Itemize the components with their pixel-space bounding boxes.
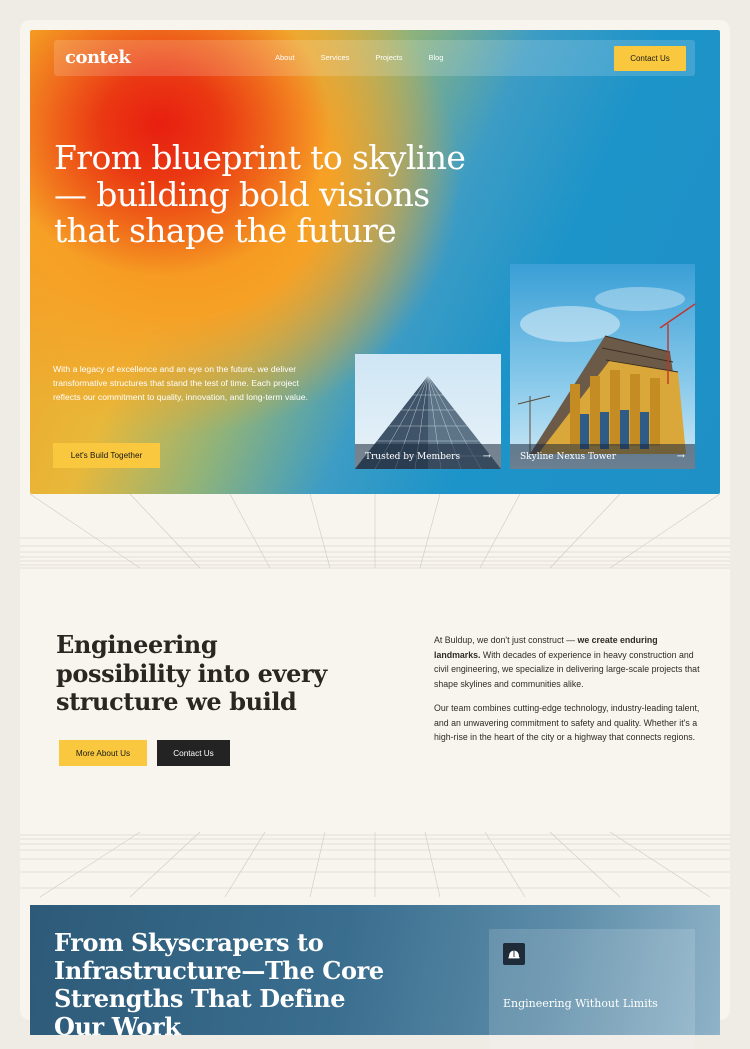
hero-title: From blueprint to skyline — building bold visions that shape the future [54,138,466,250]
contact-us-button[interactable]: Contact Us [614,46,686,71]
project-card-trusted-members[interactable] [355,354,501,469]
navbar [54,40,695,76]
card-label: Skyline Nexus Tower [520,451,617,462]
feature-card[interactable] [489,929,695,1049]
helmet-icon [503,943,525,965]
construction-building-image [510,264,695,469]
nav-link-services[interactable]: Services [320,53,350,62]
about-p1-lead: At Buldup, we don't just construct — [434,635,578,645]
core-strengths-section [30,905,720,1041]
nav-link-blog[interactable]: Blog [428,53,444,62]
lets-build-together-button[interactable]: Let's Build Together [53,443,160,468]
contact-us-secondary-button[interactable]: Contact Us [157,740,230,766]
nav-links [275,53,469,62]
perspective-grid-decoration [20,494,730,569]
core-title: From Skyscrapers to Infrastructure—The Core Strengths That Define Our Work [54,928,384,1041]
hero-section [30,30,720,494]
page [20,20,730,1041]
perspective-grid-decoration-2 [20,832,730,897]
card-label: Trusted by Members [365,451,461,462]
about-paragraph-1 [434,633,704,691]
logo[interactable]: contek [65,47,131,68]
card-caption [355,444,501,469]
arrow-right-icon[interactable]: → [482,451,491,462]
nav-link-projects[interactable]: Projects [375,53,403,62]
about-p1-rest: With decades of experience in heavy construction and civil engineering, we specialize in delivering large-scale projects that shape skylines and communities alike. [434,649,700,689]
about-paragraph-2: Our team combines cutting-edge technology, industry-leading talent, and an unwavering commitment to safety and quality. Whether it's a high-rise in the heart of the city or a highway that connects regions. [434,703,700,743]
nav-link-about[interactable]: About [275,53,295,62]
about-p1-bold: we create enduring landmarks. [434,635,658,660]
about-title: Engineering possibility into every structure we build [56,630,327,716]
more-about-us-button[interactable]: More About Us [59,740,147,766]
project-card-skyline-nexus[interactable] [510,264,695,469]
hero-description: With a legacy of excellence and an eye on the future, we deliver transformative structures that stand the test of time. Each project reflects our commitment to quality, innovation, and long-term value. [53,364,308,402]
card-caption [510,444,695,469]
arrow-right-icon[interactable]: → [676,451,685,462]
feature-card-title: Engineering Without Limits [503,997,658,1010]
